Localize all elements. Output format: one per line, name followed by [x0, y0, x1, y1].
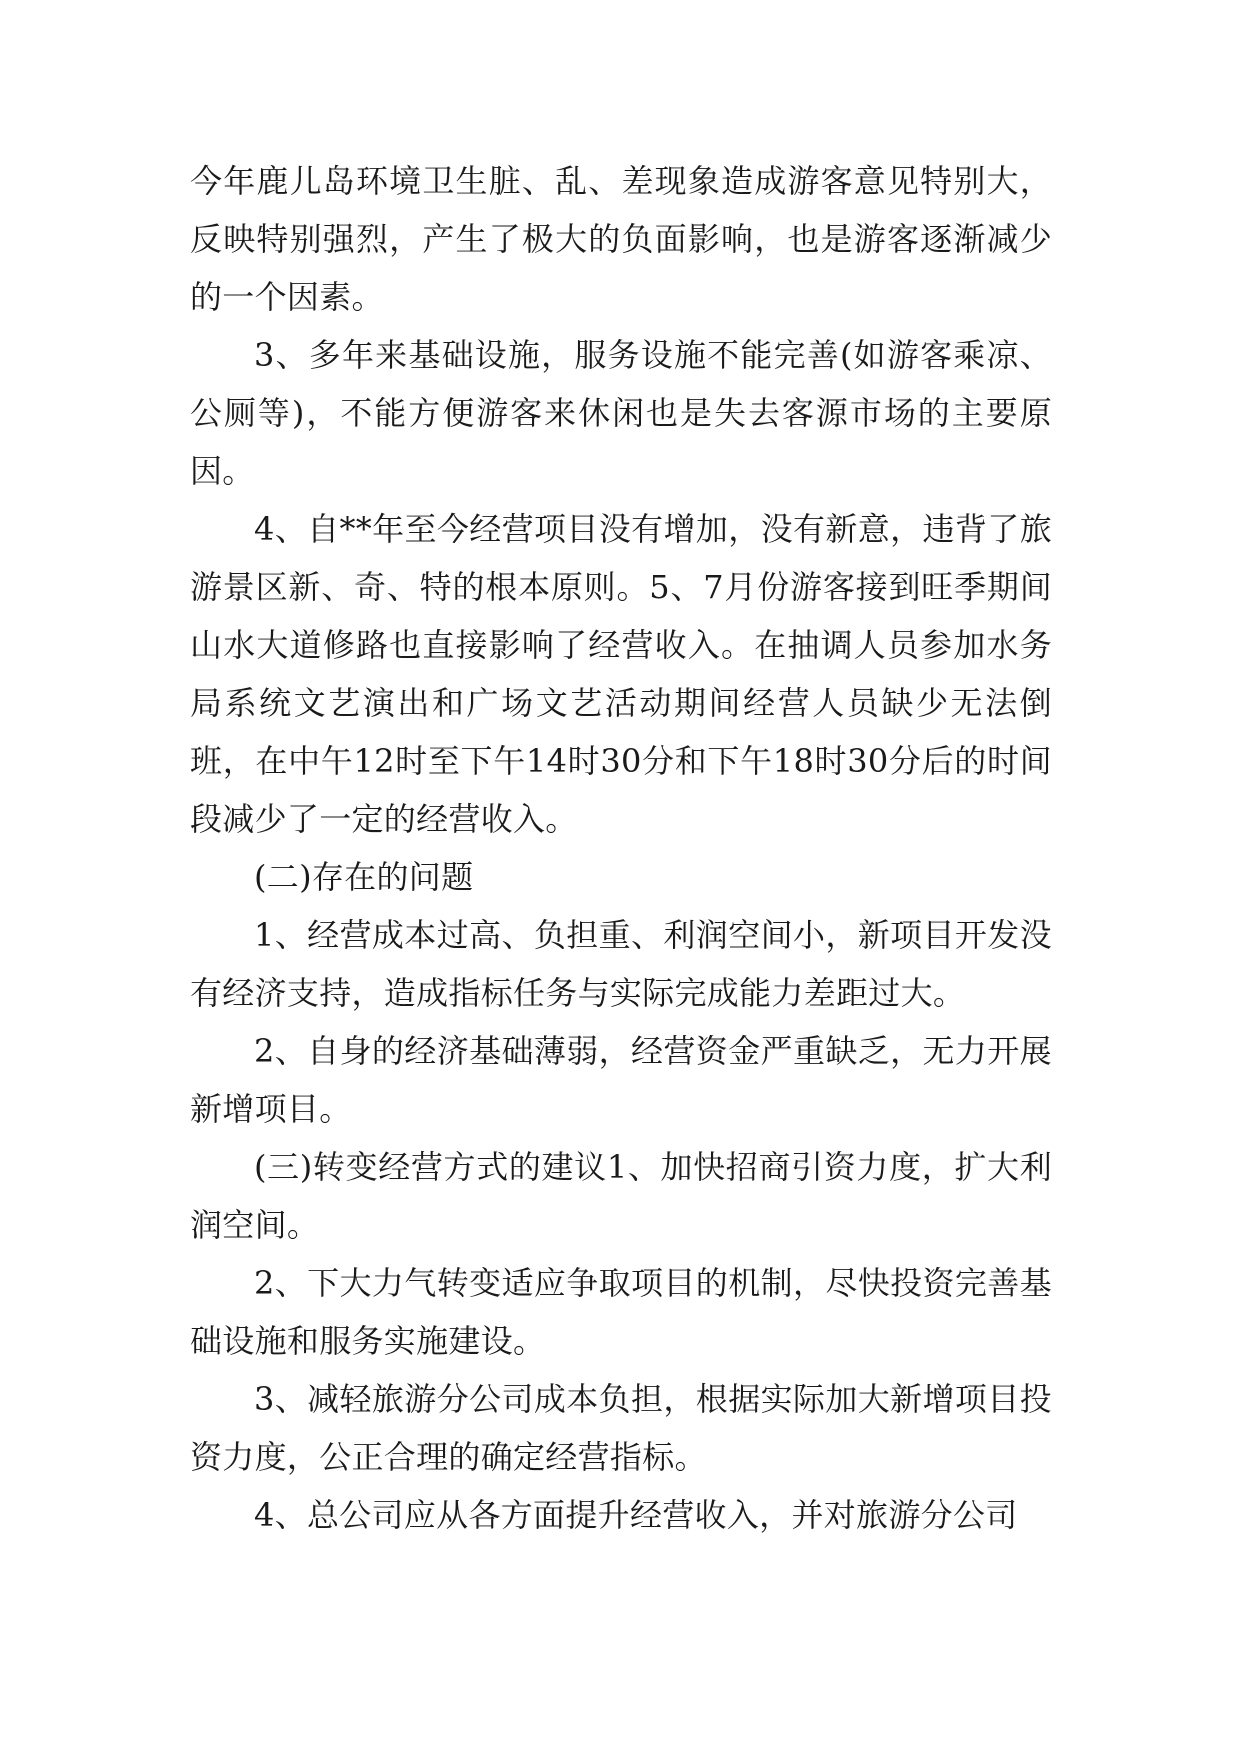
paragraph-2: 3、多年来基础设施，服务设施不能完善(如游客乘凉、公厕等)，不能方便游客来休闲也是失去客源市场的主要原因。 — [190, 336, 1052, 490]
paragraph-4: 1、经营成本过高、负担重、利润空间小，新项目开发没有经济支持，造成指标任务与实际完成能力差距过大。 — [190, 916, 1052, 1012]
paragraph-9: 4、总公司应从各方面提升经营收入，并对旅游分公司 — [254, 1496, 1018, 1534]
paragraph-1: 今年鹿儿岛环境卫生脏、乱、差现象造成游客意见特别大，反映特别强烈，产生了极大的负面影响，也是游客逐渐减少的一个因素。 — [190, 162, 1052, 316]
paragraph-3: 4、自**年至今经营项目没有增加，没有新意，违背了旅游景区新、奇、特的根本原则。5、7月份游客接到旺季期间山水大道修路也直接影响了经营收入。在抽调人员参加水务局系统文艺演出和广场文艺活动期间经营人员缺少无法倒班，在中午12时至下午14时30分和下午18时30分后的时间段减少了一定的经营收入。 — [190, 510, 1052, 838]
paragraph-6: (三)转变经营方式的建议1、加快招商引资力度，扩大利润空间。 — [190, 1148, 1052, 1244]
paragraph-8: 3、减轻旅游分公司成本负担，根据实际加大新增项目投资力度，公正合理的确定经营指标。 — [190, 1380, 1052, 1476]
section-heading-problems: (二)存在的问题 — [254, 858, 474, 896]
paragraph-7: 2、下大力气转变适应争取项目的机制，尽快投资完善基础设施和服务实施建设。 — [190, 1264, 1052, 1360]
document-body — [190, 152, 1052, 1544]
paragraph-5: 2、自身的经济基础薄弱，经营资金严重缺乏，无力开展新增项目。 — [190, 1032, 1052, 1128]
